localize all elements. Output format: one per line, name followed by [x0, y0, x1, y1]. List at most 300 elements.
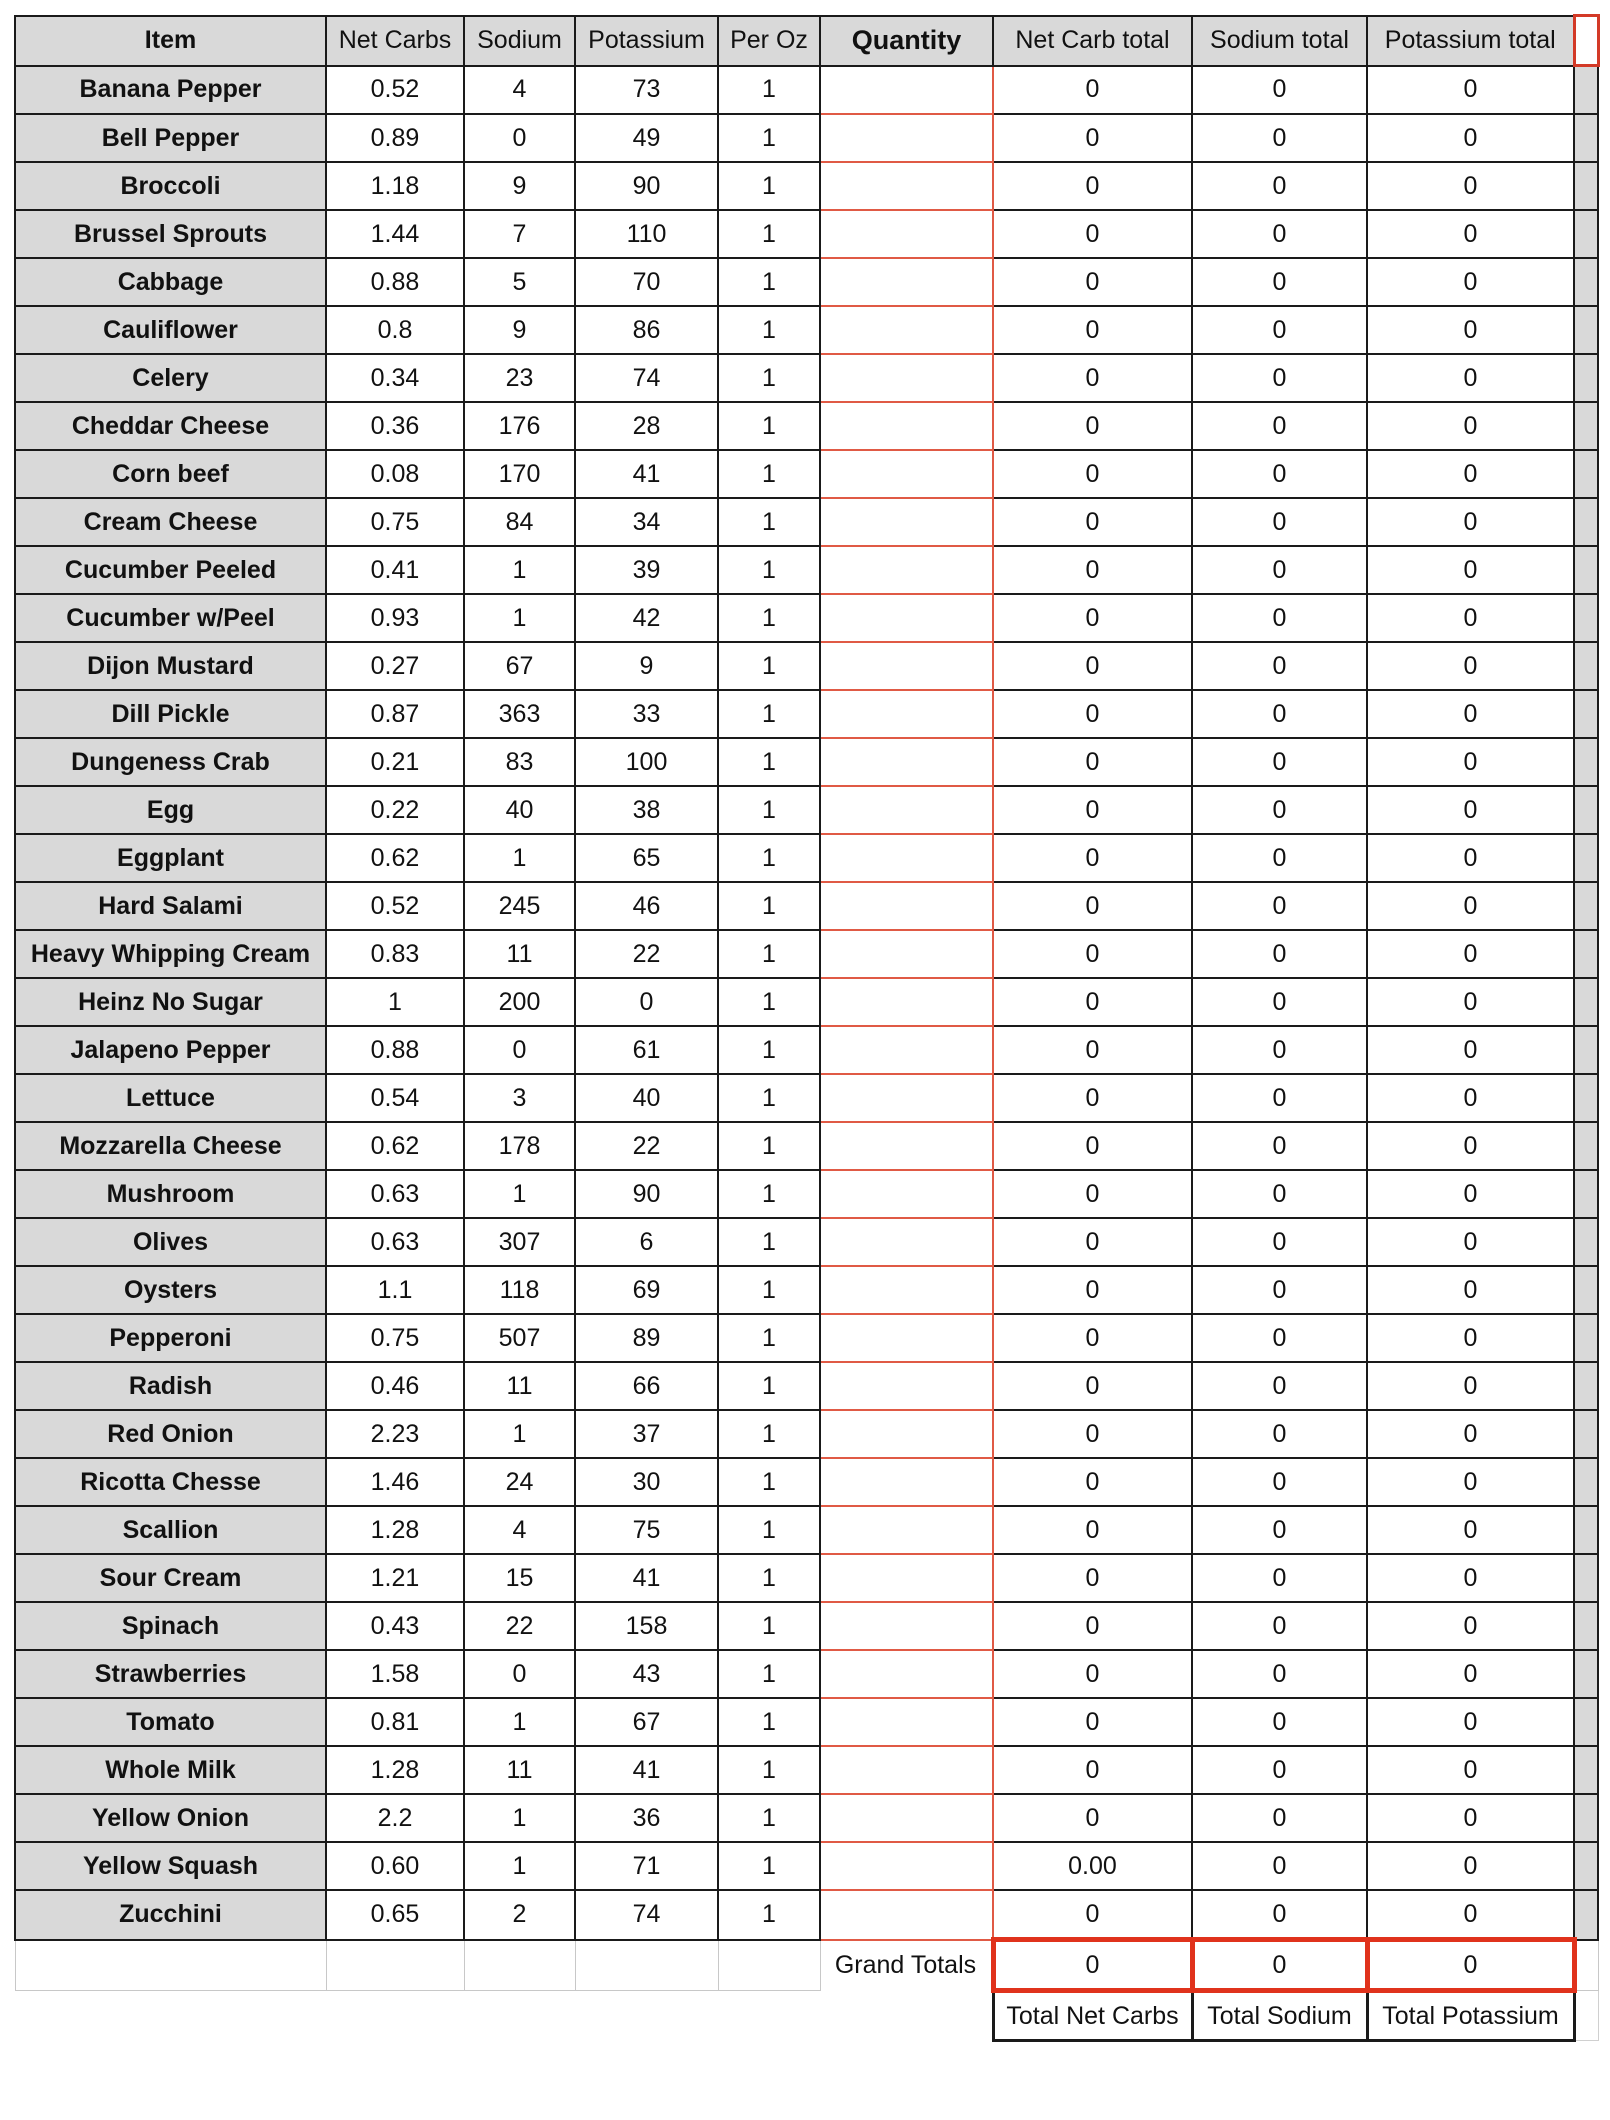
per-oz-cell[interactable]: 1	[718, 354, 820, 402]
net-carbs-cell[interactable]: 0.8	[326, 306, 464, 354]
sodium-cell[interactable]: 7	[464, 210, 575, 258]
grand-total-net-carbs[interactable]: 0	[993, 1940, 1192, 1991]
net-carb-total-cell[interactable]: 0	[993, 1890, 1192, 1940]
per-oz-cell[interactable]: 1	[718, 1362, 820, 1410]
net-carb-total-cell[interactable]: 0	[993, 1554, 1192, 1602]
per-oz-cell[interactable]: 1	[718, 1698, 820, 1746]
net-carbs-cell[interactable]: 2.23	[326, 1410, 464, 1458]
quantity-input-cell[interactable]	[820, 1602, 993, 1650]
sodium-total-cell[interactable]: 0	[1192, 738, 1367, 786]
item-cell[interactable]: Bell Pepper	[15, 114, 326, 162]
per-oz-cell[interactable]: 1	[718, 498, 820, 546]
quantity-input-cell[interactable]	[820, 1362, 993, 1410]
quantity-input-cell[interactable]	[820, 642, 993, 690]
per-oz-cell[interactable]: 1	[718, 1026, 820, 1074]
potassium-cell[interactable]: 9	[575, 642, 718, 690]
quantity-input-cell[interactable]	[820, 1170, 993, 1218]
sodium-cell[interactable]: 0	[464, 1026, 575, 1074]
item-cell[interactable]: Heavy Whipping Cream	[15, 930, 326, 978]
potassium-cell[interactable]: 49	[575, 114, 718, 162]
quantity-input-cell[interactable]	[820, 930, 993, 978]
potassium-total-cell[interactable]: 0	[1367, 1602, 1574, 1650]
quantity-input-cell[interactable]	[820, 594, 993, 642]
sodium-total-cell[interactable]: 0	[1192, 1650, 1367, 1698]
net-carb-total-cell[interactable]: 0	[993, 1122, 1192, 1170]
item-cell[interactable]: Red Onion	[15, 1410, 326, 1458]
potassium-total-cell[interactable]: 0	[1367, 1314, 1574, 1362]
net-carbs-cell[interactable]: 0.81	[326, 1698, 464, 1746]
potassium-total-cell[interactable]: 0	[1367, 1890, 1574, 1940]
potassium-cell[interactable]: 22	[575, 930, 718, 978]
quantity-input-cell[interactable]	[820, 882, 993, 930]
net-carb-total-cell[interactable]: 0	[993, 1698, 1192, 1746]
potassium-total-cell[interactable]: 0	[1367, 882, 1574, 930]
potassium-total-cell[interactable]: 0	[1367, 114, 1574, 162]
net-carbs-cell[interactable]: 0.08	[326, 450, 464, 498]
per-oz-cell[interactable]: 1	[718, 1218, 820, 1266]
sodium-cell[interactable]: 0	[464, 114, 575, 162]
net-carbs-cell[interactable]: 0.87	[326, 690, 464, 738]
per-oz-cell[interactable]: 1	[718, 210, 820, 258]
item-cell[interactable]: Dill Pickle	[15, 690, 326, 738]
item-cell[interactable]: Egg	[15, 786, 326, 834]
header-net-carbs[interactable]: Net Carbs	[326, 16, 464, 66]
header-net-carb-total[interactable]: Net Carb total	[993, 16, 1192, 66]
net-carbs-cell[interactable]: 0.34	[326, 354, 464, 402]
net-carb-total-cell[interactable]: 0	[993, 1410, 1192, 1458]
per-oz-cell[interactable]: 1	[718, 1890, 820, 1940]
sodium-total-cell[interactable]: 0	[1192, 1746, 1367, 1794]
net-carbs-cell[interactable]: 2.2	[326, 1794, 464, 1842]
header-sodium[interactable]: Sodium	[464, 16, 575, 66]
sodium-total-cell[interactable]: 0	[1192, 1458, 1367, 1506]
quantity-input-cell[interactable]	[820, 1842, 993, 1890]
net-carb-total-cell[interactable]: 0	[993, 930, 1192, 978]
item-cell[interactable]: Hard Salami	[15, 882, 326, 930]
item-cell[interactable]: Oysters	[15, 1266, 326, 1314]
item-cell[interactable]: Corn beef	[15, 450, 326, 498]
potassium-cell[interactable]: 89	[575, 1314, 718, 1362]
potassium-total-cell[interactable]: 0	[1367, 450, 1574, 498]
potassium-total-cell[interactable]: 0	[1367, 1746, 1574, 1794]
net-carb-total-cell[interactable]: 0	[993, 642, 1192, 690]
potassium-total-cell[interactable]: 0	[1367, 1122, 1574, 1170]
net-carbs-cell[interactable]: 1.21	[326, 1554, 464, 1602]
sodium-total-cell[interactable]: 0	[1192, 978, 1367, 1026]
sodium-cell[interactable]: 67	[464, 642, 575, 690]
item-cell[interactable]: Pepperoni	[15, 1314, 326, 1362]
per-oz-cell[interactable]: 1	[718, 306, 820, 354]
potassium-total-cell[interactable]: 0	[1367, 498, 1574, 546]
net-carbs-cell[interactable]: 0.27	[326, 642, 464, 690]
net-carb-total-cell[interactable]: 0	[993, 1314, 1192, 1362]
sodium-cell[interactable]: 0	[464, 1650, 575, 1698]
per-oz-cell[interactable]: 1	[718, 402, 820, 450]
item-cell[interactable]: Whole Milk	[15, 1746, 326, 1794]
potassium-cell[interactable]: 70	[575, 258, 718, 306]
net-carb-total-cell[interactable]: 0	[993, 1026, 1192, 1074]
sodium-cell[interactable]: 83	[464, 738, 575, 786]
net-carbs-cell[interactable]: 0.75	[326, 1314, 464, 1362]
sodium-total-cell[interactable]: 0	[1192, 1554, 1367, 1602]
potassium-total-cell[interactable]: 0	[1367, 1794, 1574, 1842]
sodium-total-cell[interactable]: 0	[1192, 258, 1367, 306]
item-cell[interactable]: Ricotta Chesse	[15, 1458, 326, 1506]
net-carbs-cell[interactable]: 0.46	[326, 1362, 464, 1410]
net-carb-total-cell[interactable]: 0	[993, 1362, 1192, 1410]
item-cell[interactable]: Brussel Sprouts	[15, 210, 326, 258]
item-cell[interactable]: Strawberries	[15, 1650, 326, 1698]
sodium-total-cell[interactable]: 0	[1192, 546, 1367, 594]
net-carbs-cell[interactable]: 0.62	[326, 1122, 464, 1170]
quantity-input-cell[interactable]	[820, 1314, 993, 1362]
sodium-total-cell[interactable]: 0	[1192, 690, 1367, 738]
per-oz-cell[interactable]: 1	[718, 1554, 820, 1602]
sodium-total-cell[interactable]: 0	[1192, 642, 1367, 690]
sodium-cell[interactable]: 3	[464, 1074, 575, 1122]
per-oz-cell[interactable]: 1	[718, 114, 820, 162]
potassium-cell[interactable]: 36	[575, 1794, 718, 1842]
sodium-total-cell[interactable]: 0	[1192, 930, 1367, 978]
sodium-total-cell[interactable]: 0	[1192, 882, 1367, 930]
net-carb-total-cell[interactable]: 0	[993, 546, 1192, 594]
net-carbs-cell[interactable]: 0.52	[326, 66, 464, 115]
item-cell[interactable]: Radish	[15, 1362, 326, 1410]
sodium-total-cell[interactable]: 0	[1192, 1314, 1367, 1362]
quantity-input-cell[interactable]	[820, 546, 993, 594]
sodium-cell[interactable]: 84	[464, 498, 575, 546]
sodium-total-cell[interactable]: 0	[1192, 1122, 1367, 1170]
net-carb-total-cell[interactable]: 0	[993, 258, 1192, 306]
potassium-total-cell[interactable]: 0	[1367, 1554, 1574, 1602]
header-potassium[interactable]: Potassium	[575, 16, 718, 66]
sodium-cell[interactable]: 200	[464, 978, 575, 1026]
net-carb-total-cell[interactable]: 0	[993, 1794, 1192, 1842]
sodium-cell[interactable]: 24	[464, 1458, 575, 1506]
sodium-cell[interactable]: 176	[464, 402, 575, 450]
per-oz-cell[interactable]: 1	[718, 450, 820, 498]
quantity-input-cell[interactable]	[820, 1458, 993, 1506]
blank-cell[interactable]	[326, 1940, 464, 1991]
per-oz-cell[interactable]: 1	[718, 162, 820, 210]
per-oz-cell[interactable]: 1	[718, 1122, 820, 1170]
net-carb-total-cell[interactable]: 0	[993, 978, 1192, 1026]
net-carbs-cell[interactable]: 0.54	[326, 1074, 464, 1122]
item-cell[interactable]: Yellow Squash	[15, 1842, 326, 1890]
per-oz-cell[interactable]: 1	[718, 1458, 820, 1506]
selected-cell-marker[interactable]	[1574, 16, 1598, 66]
sodium-cell[interactable]: 1	[464, 594, 575, 642]
potassium-total-cell[interactable]: 0	[1367, 930, 1574, 978]
net-carbs-cell[interactable]: 0.22	[326, 786, 464, 834]
potassium-total-cell[interactable]: 0	[1367, 162, 1574, 210]
net-carb-total-cell[interactable]: 0	[993, 1074, 1192, 1122]
net-carb-total-cell[interactable]: 0	[993, 114, 1192, 162]
net-carbs-cell[interactable]: 1	[326, 978, 464, 1026]
net-carbs-cell[interactable]: 1.28	[326, 1746, 464, 1794]
per-oz-cell[interactable]: 1	[718, 1842, 820, 1890]
sodium-total-cell[interactable]: 0	[1192, 1218, 1367, 1266]
potassium-cell[interactable]: 67	[575, 1698, 718, 1746]
potassium-cell[interactable]: 37	[575, 1410, 718, 1458]
header-sodium-total[interactable]: Sodium total	[1192, 16, 1367, 66]
sodium-total-cell[interactable]: 0	[1192, 1074, 1367, 1122]
potassium-cell[interactable]: 65	[575, 834, 718, 882]
quantity-input-cell[interactable]	[820, 306, 993, 354]
potassium-total-cell[interactable]: 0	[1367, 786, 1574, 834]
sodium-total-cell[interactable]: 0	[1192, 162, 1367, 210]
header-quantity[interactable]: Quantity	[820, 16, 993, 66]
quantity-input-cell[interactable]	[820, 402, 993, 450]
per-oz-cell[interactable]: 1	[718, 690, 820, 738]
net-carbs-cell[interactable]: 0.75	[326, 498, 464, 546]
net-carb-total-cell[interactable]: 0	[993, 162, 1192, 210]
potassium-cell[interactable]: 61	[575, 1026, 718, 1074]
potassium-cell[interactable]: 41	[575, 1746, 718, 1794]
net-carb-total-cell[interactable]: 0	[993, 1650, 1192, 1698]
net-carbs-cell[interactable]: 1.44	[326, 210, 464, 258]
potassium-cell[interactable]: 73	[575, 66, 718, 115]
potassium-cell[interactable]: 90	[575, 1170, 718, 1218]
per-oz-cell[interactable]: 1	[718, 1794, 820, 1842]
net-carbs-cell[interactable]: 0.43	[326, 1602, 464, 1650]
sodium-cell[interactable]: 1	[464, 834, 575, 882]
potassium-cell[interactable]: 33	[575, 690, 718, 738]
sodium-total-cell[interactable]: 0	[1192, 66, 1367, 115]
grand-total-sodium[interactable]: 0	[1192, 1940, 1367, 1991]
sodium-cell[interactable]: 4	[464, 66, 575, 115]
item-cell[interactable]: Cucumber Peeled	[15, 546, 326, 594]
potassium-total-cell[interactable]: 0	[1367, 1026, 1574, 1074]
potassium-total-cell[interactable]: 0	[1367, 1842, 1574, 1890]
net-carb-total-cell[interactable]: 0	[993, 882, 1192, 930]
sodium-cell[interactable]: 22	[464, 1602, 575, 1650]
blank-cell[interactable]	[575, 1940, 718, 1991]
sodium-cell[interactable]: 1	[464, 1170, 575, 1218]
potassium-total-cell[interactable]: 0	[1367, 210, 1574, 258]
quantity-input-cell[interactable]	[820, 1650, 993, 1698]
potassium-total-cell[interactable]: 0	[1367, 1506, 1574, 1554]
sodium-cell[interactable]: 11	[464, 1746, 575, 1794]
net-carbs-cell[interactable]: 0.63	[326, 1218, 464, 1266]
potassium-cell[interactable]: 66	[575, 1362, 718, 1410]
sodium-total-cell[interactable]: 0	[1192, 834, 1367, 882]
sodium-total-cell[interactable]: 0	[1192, 1794, 1367, 1842]
item-cell[interactable]: Lettuce	[15, 1074, 326, 1122]
quantity-input-cell[interactable]	[820, 738, 993, 786]
potassium-cell[interactable]: 41	[575, 1554, 718, 1602]
header-potassium-total[interactable]: Potassium total	[1367, 16, 1574, 66]
item-cell[interactable]: Tomato	[15, 1698, 326, 1746]
quantity-input-cell[interactable]	[820, 210, 993, 258]
sodium-cell[interactable]: 4	[464, 1506, 575, 1554]
quantity-input-cell[interactable]	[820, 1266, 993, 1314]
sodium-cell[interactable]: 245	[464, 882, 575, 930]
potassium-total-cell[interactable]: 0	[1367, 834, 1574, 882]
potassium-cell[interactable]: 74	[575, 1890, 718, 1940]
quantity-input-cell[interactable]	[820, 258, 993, 306]
potassium-cell[interactable]: 100	[575, 738, 718, 786]
sodium-total-cell[interactable]: 0	[1192, 594, 1367, 642]
net-carbs-cell[interactable]: 1.18	[326, 162, 464, 210]
sodium-total-cell[interactable]: 0	[1192, 114, 1367, 162]
potassium-total-cell[interactable]: 0	[1367, 1362, 1574, 1410]
potassium-total-cell[interactable]: 0	[1367, 594, 1574, 642]
net-carbs-cell[interactable]: 0.88	[326, 1026, 464, 1074]
potassium-total-cell[interactable]: 0	[1367, 1698, 1574, 1746]
sodium-cell[interactable]: 1	[464, 546, 575, 594]
per-oz-cell[interactable]: 1	[718, 1410, 820, 1458]
sodium-cell[interactable]: 11	[464, 1362, 575, 1410]
item-cell[interactable]: Heinz No Sugar	[15, 978, 326, 1026]
net-carbs-cell[interactable]: 1.58	[326, 1650, 464, 1698]
sodium-total-cell[interactable]: 0	[1192, 306, 1367, 354]
sodium-total-cell[interactable]: 0	[1192, 1362, 1367, 1410]
net-carbs-cell[interactable]: 0.60	[326, 1842, 464, 1890]
quantity-input-cell[interactable]	[820, 786, 993, 834]
net-carb-total-cell[interactable]: 0	[993, 594, 1192, 642]
potassium-cell[interactable]: 90	[575, 162, 718, 210]
per-oz-cell[interactable]: 1	[718, 1266, 820, 1314]
quantity-input-cell[interactable]	[820, 114, 993, 162]
sodium-cell[interactable]: 5	[464, 258, 575, 306]
item-cell[interactable]: Mushroom	[15, 1170, 326, 1218]
potassium-cell[interactable]: 22	[575, 1122, 718, 1170]
quantity-input-cell[interactable]	[820, 1506, 993, 1554]
potassium-cell[interactable]: 86	[575, 306, 718, 354]
quantity-input-cell[interactable]	[820, 498, 993, 546]
net-carb-total-cell[interactable]: 0	[993, 210, 1192, 258]
quantity-input-cell[interactable]	[820, 354, 993, 402]
per-oz-cell[interactable]: 1	[718, 66, 820, 115]
sodium-cell[interactable]: 23	[464, 354, 575, 402]
per-oz-cell[interactable]: 1	[718, 642, 820, 690]
sodium-cell[interactable]: 1	[464, 1410, 575, 1458]
net-carb-total-cell[interactable]: 0	[993, 450, 1192, 498]
potassium-total-cell[interactable]: 0	[1367, 546, 1574, 594]
potassium-cell[interactable]: 74	[575, 354, 718, 402]
net-carbs-cell[interactable]: 0.83	[326, 930, 464, 978]
sodium-total-cell[interactable]: 0	[1192, 1602, 1367, 1650]
quantity-input-cell[interactable]	[820, 1026, 993, 1074]
quantity-input-cell[interactable]	[820, 450, 993, 498]
item-cell[interactable]: Dungeness Crab	[15, 738, 326, 786]
item-cell[interactable]: Cream Cheese	[15, 498, 326, 546]
item-cell[interactable]: Olives	[15, 1218, 326, 1266]
sodium-cell[interactable]: 1	[464, 1794, 575, 1842]
net-carbs-cell[interactable]: 1.1	[326, 1266, 464, 1314]
grand-total-potassium[interactable]: 0	[1367, 1940, 1574, 1991]
net-carbs-cell[interactable]: 0.63	[326, 1170, 464, 1218]
item-cell[interactable]: Celery	[15, 354, 326, 402]
potassium-total-cell[interactable]: 0	[1367, 642, 1574, 690]
sodium-total-cell[interactable]: 0	[1192, 354, 1367, 402]
potassium-cell[interactable]: 42	[575, 594, 718, 642]
quantity-input-cell[interactable]	[820, 1794, 993, 1842]
quantity-input-cell[interactable]	[820, 66, 993, 115]
sodium-cell[interactable]: 15	[464, 1554, 575, 1602]
sodium-total-cell[interactable]: 0	[1192, 1890, 1367, 1940]
net-carb-total-cell[interactable]: 0	[993, 1170, 1192, 1218]
potassium-total-cell[interactable]: 0	[1367, 1218, 1574, 1266]
net-carb-total-cell[interactable]: 0	[993, 498, 1192, 546]
sodium-total-cell[interactable]: 0	[1192, 1842, 1367, 1890]
per-oz-cell[interactable]: 1	[718, 786, 820, 834]
net-carb-total-cell[interactable]: 0.00	[993, 1842, 1192, 1890]
potassium-cell[interactable]: 40	[575, 1074, 718, 1122]
blank-cell[interactable]	[1574, 1991, 1598, 2041]
potassium-cell[interactable]: 6	[575, 1218, 718, 1266]
net-carbs-cell[interactable]: 0.52	[326, 882, 464, 930]
per-oz-cell[interactable]: 1	[718, 1506, 820, 1554]
quantity-input-cell[interactable]	[820, 162, 993, 210]
quantity-input-cell[interactable]	[820, 1410, 993, 1458]
quantity-input-cell[interactable]	[820, 834, 993, 882]
potassium-total-cell[interactable]: 0	[1367, 738, 1574, 786]
potassium-cell[interactable]: 69	[575, 1266, 718, 1314]
potassium-cell[interactable]: 46	[575, 882, 718, 930]
net-carbs-cell[interactable]: 0.93	[326, 594, 464, 642]
net-carb-total-cell[interactable]: 0	[993, 1746, 1192, 1794]
sodium-total-cell[interactable]: 0	[1192, 1698, 1367, 1746]
sodium-cell[interactable]: 9	[464, 306, 575, 354]
net-carb-total-cell[interactable]: 0	[993, 1602, 1192, 1650]
potassium-cell[interactable]: 41	[575, 450, 718, 498]
potassium-total-cell[interactable]: 0	[1367, 402, 1574, 450]
quantity-input-cell[interactable]	[820, 1554, 993, 1602]
sodium-total-cell[interactable]: 0	[1192, 1266, 1367, 1314]
potassium-total-cell[interactable]: 0	[1367, 1650, 1574, 1698]
per-oz-cell[interactable]: 1	[718, 978, 820, 1026]
sodium-cell[interactable]: 178	[464, 1122, 575, 1170]
per-oz-cell[interactable]: 1	[718, 1650, 820, 1698]
net-carbs-cell[interactable]: 0.41	[326, 546, 464, 594]
item-cell[interactable]: Yellow Onion	[15, 1794, 326, 1842]
item-cell[interactable]: Spinach	[15, 1602, 326, 1650]
sodium-cell[interactable]: 2	[464, 1890, 575, 1940]
sodium-cell[interactable]: 118	[464, 1266, 575, 1314]
net-carb-total-cell[interactable]: 0	[993, 1506, 1192, 1554]
quantity-input-cell[interactable]	[820, 1122, 993, 1170]
sodium-cell[interactable]: 363	[464, 690, 575, 738]
potassium-total-cell[interactable]: 0	[1367, 354, 1574, 402]
per-oz-cell[interactable]: 1	[718, 1170, 820, 1218]
potassium-total-cell[interactable]: 0	[1367, 1458, 1574, 1506]
net-carb-total-cell[interactable]: 0	[993, 738, 1192, 786]
sodium-total-cell[interactable]: 0	[1192, 786, 1367, 834]
quantity-input-cell[interactable]	[820, 1890, 993, 1940]
potassium-total-cell[interactable]: 0	[1367, 306, 1574, 354]
sodium-cell[interactable]: 170	[464, 450, 575, 498]
net-carb-total-cell[interactable]: 0	[993, 1218, 1192, 1266]
blank-cell[interactable]	[718, 1940, 820, 1991]
item-cell[interactable]: Broccoli	[15, 162, 326, 210]
item-cell[interactable]: Eggplant	[15, 834, 326, 882]
quantity-input-cell[interactable]	[820, 690, 993, 738]
item-cell[interactable]: Zucchini	[15, 1890, 326, 1940]
item-cell[interactable]: Mozzarella Cheese	[15, 1122, 326, 1170]
sodium-cell[interactable]: 307	[464, 1218, 575, 1266]
potassium-cell[interactable]: 43	[575, 1650, 718, 1698]
per-oz-cell[interactable]: 1	[718, 1314, 820, 1362]
blank-cell[interactable]	[464, 1940, 575, 1991]
net-carb-total-cell[interactable]: 0	[993, 690, 1192, 738]
net-carbs-cell[interactable]: 1.46	[326, 1458, 464, 1506]
quantity-input-cell[interactable]	[820, 1218, 993, 1266]
item-cell[interactable]: Scallion	[15, 1506, 326, 1554]
potassium-cell[interactable]: 34	[575, 498, 718, 546]
potassium-cell[interactable]: 0	[575, 978, 718, 1026]
